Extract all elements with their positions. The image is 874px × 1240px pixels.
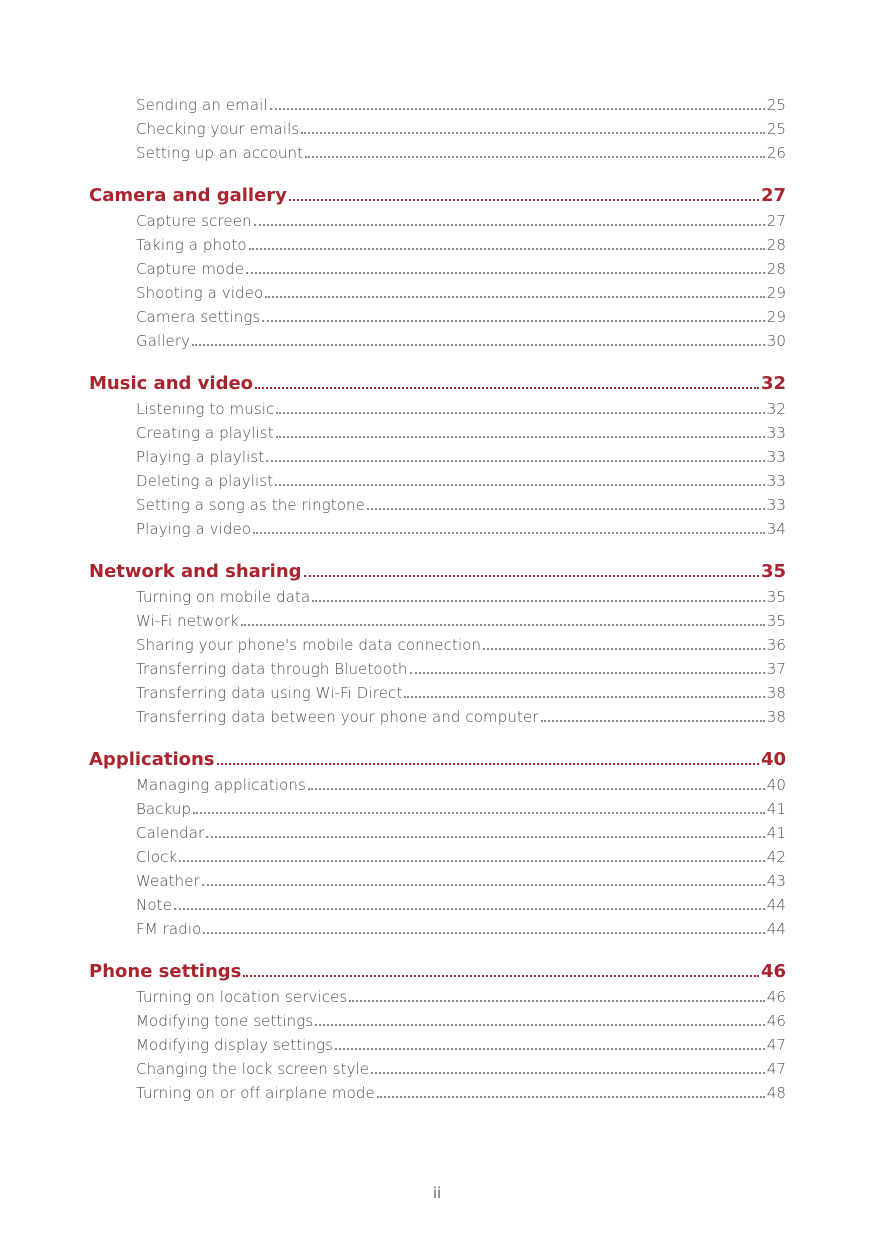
dot-leader xyxy=(304,574,759,577)
toc-chapter-heading[interactable] xyxy=(89,956,786,982)
toc-chapter-section xyxy=(89,556,786,726)
dot-leader xyxy=(289,198,759,201)
dot-leader xyxy=(246,271,765,274)
toc-page-number: 33 xyxy=(766,424,786,442)
toc-entry[interactable] xyxy=(136,138,786,162)
toc-entry[interactable] xyxy=(136,890,786,914)
toc-title: Checking your emails xyxy=(136,120,300,138)
toc-title: Sending an email xyxy=(136,96,268,114)
toc-entry[interactable] xyxy=(136,582,786,606)
toc-title: Creating a playlist xyxy=(136,424,274,442)
toc-title: Camera and gallery xyxy=(89,185,287,206)
toc-page-number: 35 xyxy=(766,588,786,606)
toc-entry[interactable] xyxy=(136,770,786,794)
dot-leader xyxy=(202,883,765,886)
toc-chapter-heading[interactable] xyxy=(89,744,786,770)
toc-entry[interactable] xyxy=(136,606,786,630)
dot-leader xyxy=(241,623,765,626)
toc-entry[interactable] xyxy=(136,302,786,326)
toc-page-number: 35 xyxy=(760,561,786,582)
dot-leader xyxy=(275,483,765,486)
toc-page-number: 48 xyxy=(766,1084,786,1102)
toc-page-number: 40 xyxy=(760,749,786,770)
toc-entry[interactable] xyxy=(136,230,786,254)
toc-entry-list xyxy=(89,394,786,538)
toc-entry-list xyxy=(89,206,786,350)
toc-page-number: 44 xyxy=(766,896,786,914)
toc-title: Gallery xyxy=(136,332,191,350)
toc-page-number: 47 xyxy=(766,1036,786,1054)
toc-page-number: 37 xyxy=(766,660,786,678)
toc-page-number: 29 xyxy=(766,284,786,302)
table-of-contents xyxy=(89,90,786,1104)
toc-page-number: 34 xyxy=(766,520,786,538)
toc-title: Deleting a playlist xyxy=(136,472,274,490)
dot-leader xyxy=(410,671,765,674)
dot-leader xyxy=(541,719,765,722)
toc-title: Playing a playlist xyxy=(136,448,265,466)
dot-leader xyxy=(206,835,764,838)
dot-leader xyxy=(335,1047,765,1050)
toc-page-number: 35 xyxy=(766,612,786,630)
toc-title: Music and video xyxy=(89,373,254,394)
dot-leader xyxy=(308,787,765,790)
toc-page-number: 29 xyxy=(766,308,786,326)
dot-leader xyxy=(174,907,765,910)
toc-title: Turning on mobile data xyxy=(136,588,311,606)
toc-title: Turning on or off airplane mode xyxy=(136,1084,375,1102)
toc-title: Transferring data through Bluetooth xyxy=(136,660,408,678)
page-number: ii xyxy=(432,1184,442,1202)
toc-page-number: 41 xyxy=(766,800,786,818)
toc-title: Capture mode xyxy=(136,260,245,278)
toc-entry-list xyxy=(89,582,786,726)
toc-page-number: 25 xyxy=(766,120,786,138)
toc-entry[interactable] xyxy=(136,490,786,514)
toc-entry[interactable] xyxy=(136,794,786,818)
toc-title: Transferring data using Wi-Fi Direct xyxy=(136,684,403,702)
toc-title: Shooting a video xyxy=(136,284,264,302)
toc-entry[interactable] xyxy=(136,1006,786,1030)
dot-leader xyxy=(301,131,764,134)
dot-leader xyxy=(404,695,764,698)
dot-leader xyxy=(367,507,765,510)
toc-title: Turning on location services xyxy=(136,988,348,1006)
toc-page-number: 46 xyxy=(766,988,786,1006)
dot-leader xyxy=(262,319,764,322)
toc-title: Playing a video xyxy=(136,520,252,538)
toc-entry[interactable] xyxy=(136,90,786,114)
dot-leader xyxy=(371,1071,765,1074)
toc-title: Modifying display settings xyxy=(136,1036,334,1054)
toc-title: FM radio xyxy=(136,920,202,938)
toc-chapter-heading[interactable] xyxy=(89,180,786,206)
toc-title: Setting a song as the ringtone xyxy=(136,496,365,514)
dot-leader xyxy=(217,762,759,765)
toc-title: Wi-Fi network xyxy=(136,612,239,630)
toc-page-number: 32 xyxy=(760,373,786,394)
dot-leader xyxy=(349,999,764,1002)
toc-entry[interactable] xyxy=(136,914,786,938)
toc-chapter-heading[interactable] xyxy=(89,556,786,582)
toc-entry[interactable] xyxy=(136,278,786,302)
toc-title: Clock xyxy=(136,848,178,866)
toc-entry-list xyxy=(89,982,786,1102)
toc-page-number: 32 xyxy=(766,400,786,418)
toc-entry[interactable] xyxy=(136,654,786,678)
dot-leader xyxy=(483,647,765,650)
dot-leader xyxy=(192,343,765,346)
toc-page-number: 28 xyxy=(766,236,786,254)
toc-title: Transferring data between your phone and computer xyxy=(136,708,539,726)
toc-page-number: 27 xyxy=(766,212,786,230)
toc-entry[interactable] xyxy=(136,394,786,418)
toc-entry[interactable] xyxy=(136,442,786,466)
toc-title: Camera settings xyxy=(136,308,261,326)
toc-entry[interactable] xyxy=(136,418,786,442)
toc-page-number: 36 xyxy=(766,636,786,654)
dot-leader xyxy=(254,223,765,226)
toc-title: Changing the lock screen style xyxy=(136,1060,370,1078)
toc-entry[interactable] xyxy=(136,1054,786,1078)
dot-leader xyxy=(249,247,765,250)
dot-leader xyxy=(253,531,765,534)
toc-title: Modifying tone settings xyxy=(136,1012,314,1030)
toc-title: Phone settings xyxy=(89,961,242,982)
toc-page-number: 33 xyxy=(766,472,786,490)
toc-title: Taking a photo xyxy=(136,236,247,254)
dot-leader xyxy=(255,386,759,389)
toc-title: Backup xyxy=(136,800,192,818)
toc-title: Listening to music xyxy=(136,400,275,418)
toc-entry[interactable] xyxy=(136,678,786,702)
toc-page-number: 42 xyxy=(766,848,786,866)
toc-title: Managing applications xyxy=(136,776,306,794)
toc-entry[interactable] xyxy=(136,818,786,842)
dot-leader xyxy=(193,811,765,814)
toc-entry[interactable] xyxy=(136,326,786,350)
toc-entry[interactable] xyxy=(136,206,786,230)
dot-leader xyxy=(276,435,765,438)
toc-chapter-heading[interactable] xyxy=(89,368,786,394)
dot-leader xyxy=(203,931,764,934)
toc-chapter-section xyxy=(89,180,786,350)
toc-entry[interactable] xyxy=(136,866,786,890)
toc-page-number: 28 xyxy=(766,260,786,278)
toc-entry[interactable] xyxy=(136,842,786,866)
toc-entry[interactable] xyxy=(136,254,786,278)
dot-leader xyxy=(179,859,764,862)
toc-entry[interactable] xyxy=(136,982,786,1006)
dot-leader xyxy=(312,599,764,602)
toc-page-number: 27 xyxy=(760,185,786,206)
dot-leader xyxy=(305,155,765,158)
toc-entry[interactable] xyxy=(136,114,786,138)
toc-page-number: 43 xyxy=(766,872,786,890)
toc-title: Setting up an account xyxy=(136,144,304,162)
toc-page-number: 46 xyxy=(766,1012,786,1030)
toc-title: Capture screen xyxy=(136,212,252,230)
toc-entry[interactable] xyxy=(136,702,786,726)
toc-page-number: 25 xyxy=(766,96,786,114)
toc-page-number: 41 xyxy=(766,824,786,842)
toc-chapter-section xyxy=(89,956,786,1102)
toc-title: Network and sharing xyxy=(89,561,302,582)
toc-entry[interactable] xyxy=(136,466,786,490)
toc-page-number: 47 xyxy=(766,1060,786,1078)
toc-entry[interactable] xyxy=(136,514,786,538)
toc-page-number: 38 xyxy=(766,708,786,726)
dot-leader xyxy=(270,107,765,110)
toc-entry[interactable] xyxy=(136,1030,786,1054)
toc-title: Note xyxy=(136,896,172,914)
dot-leader xyxy=(276,411,764,414)
toc-chapter-section xyxy=(89,744,786,938)
dot-leader xyxy=(243,974,759,977)
toc-chapter-section xyxy=(89,368,786,538)
toc-page-number: 44 xyxy=(766,920,786,938)
dot-leader xyxy=(315,1023,764,1026)
toc-title: Sharing your phone's mobile data connection xyxy=(136,636,482,654)
toc-entry-list xyxy=(89,770,786,938)
toc-page-number: 26 xyxy=(766,144,786,162)
toc-page-number: 33 xyxy=(766,448,786,466)
toc-leading-entries xyxy=(89,90,786,162)
toc-page-number: 40 xyxy=(766,776,786,794)
toc-page-number: 46 xyxy=(760,961,786,982)
dot-leader xyxy=(266,459,764,462)
toc-page-number: 38 xyxy=(766,684,786,702)
toc-page-number: 33 xyxy=(766,496,786,514)
dot-leader xyxy=(265,295,764,298)
toc-title: Applications xyxy=(89,749,215,770)
toc-entry[interactable] xyxy=(136,630,786,654)
toc-page-number: 30 xyxy=(766,332,786,350)
toc-title: Weather xyxy=(136,872,200,890)
dot-leader xyxy=(377,1095,765,1098)
toc-entry[interactable] xyxy=(136,1078,786,1102)
toc-title: Calendar xyxy=(136,824,205,842)
